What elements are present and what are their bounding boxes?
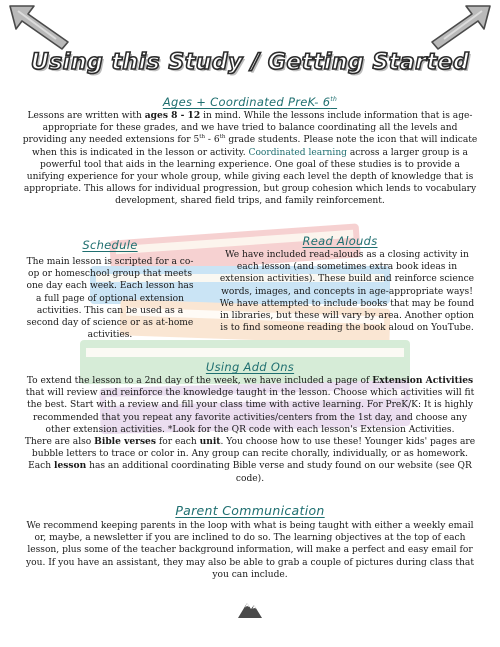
parent-communication-paragraph: We recommend keeping parents in the loop with what is being taught with either a weekly email or, maybe, a newsletter if you are inclined to do so. The learning objectives at the top of each lesson, plus some of the teacher background information, will make a perfect and easy email for you. If you have an assistant, they may also be able to grab a couple of pictures during class that you can include. xyxy=(25,521,475,580)
mountain-icon xyxy=(236,598,264,620)
arrow-left-icon xyxy=(4,2,74,52)
parent-communication-heading: Parent Communication xyxy=(175,503,325,518)
ages-heading: Ages + Coordinated PreK- 6th xyxy=(162,95,338,109)
read-alouds-paragraph: We have included read-alouds as a closing activity in each lesson (and sometimes extra book ideas in extension activities). These build and reinforce science words, images, and concepts in age-appropriate ways! We have attempted to include books that may be found in libraries, but these will vary by area. Another option is to find someone reading the book aloud on YouTube. xyxy=(219,250,475,334)
add-ons-paragraph: To extend the lesson to a 2nd day of the week, we have included a page of Extension Activities that will review and reinforce the knowledge taught in the lesson. Choose which activities will fit the best. Start with a review and fill your class time with active learning. For PreK/K: It is highly recommended that you repeat any favorite activities/centers from the 1st day, and choose any other extension activities. *Look for the QR code with each lesson's Extension Activities. There are also Bible verses for each unit. You choose how to use these! Younger kids' pages are bubble letters to trace or color in. Any group can recite chorally, individually, or as homework. Each lesson has an additional coordinating Bible verse and study found on our website (see QR code). xyxy=(24,375,476,484)
add-ons-heading: Using Add Ons xyxy=(205,360,295,374)
read-alouds-heading: Read Alouds xyxy=(302,234,378,248)
page-title: Using this Study / Getting Started xyxy=(30,50,470,75)
schedule-heading: Schedule xyxy=(82,238,138,252)
schedule-paragraph: The main lesson is scripted for a co-op or homeschool group that meets one day each week. Each lesson has a full page of optional extension activities. This can be used as a second day of science or as at-home activities. xyxy=(26,257,194,341)
arrow-right-icon xyxy=(426,2,496,52)
ages-paragraph: Lessons are written with ages 8 - 12 in mind. While the lessons include information that is age-appropriate for these grades, and we have tried to balance coordinating all the levels and providing any needed extensions for 5th - 6th grade students. Please note the icon that will indicate when this is indicated in the lesson or activity. Coordinated learning across a larger group is a powerful tool that aids in the learning experience. One goal of these studies is to provide a unifying experience for your whole group, while giving each level the depth of knowledge that is appropriate. This allows for individual progression, but group cohesion which lends to vocabulary development, shared field trips, and family reinforcement. xyxy=(22,110,478,207)
